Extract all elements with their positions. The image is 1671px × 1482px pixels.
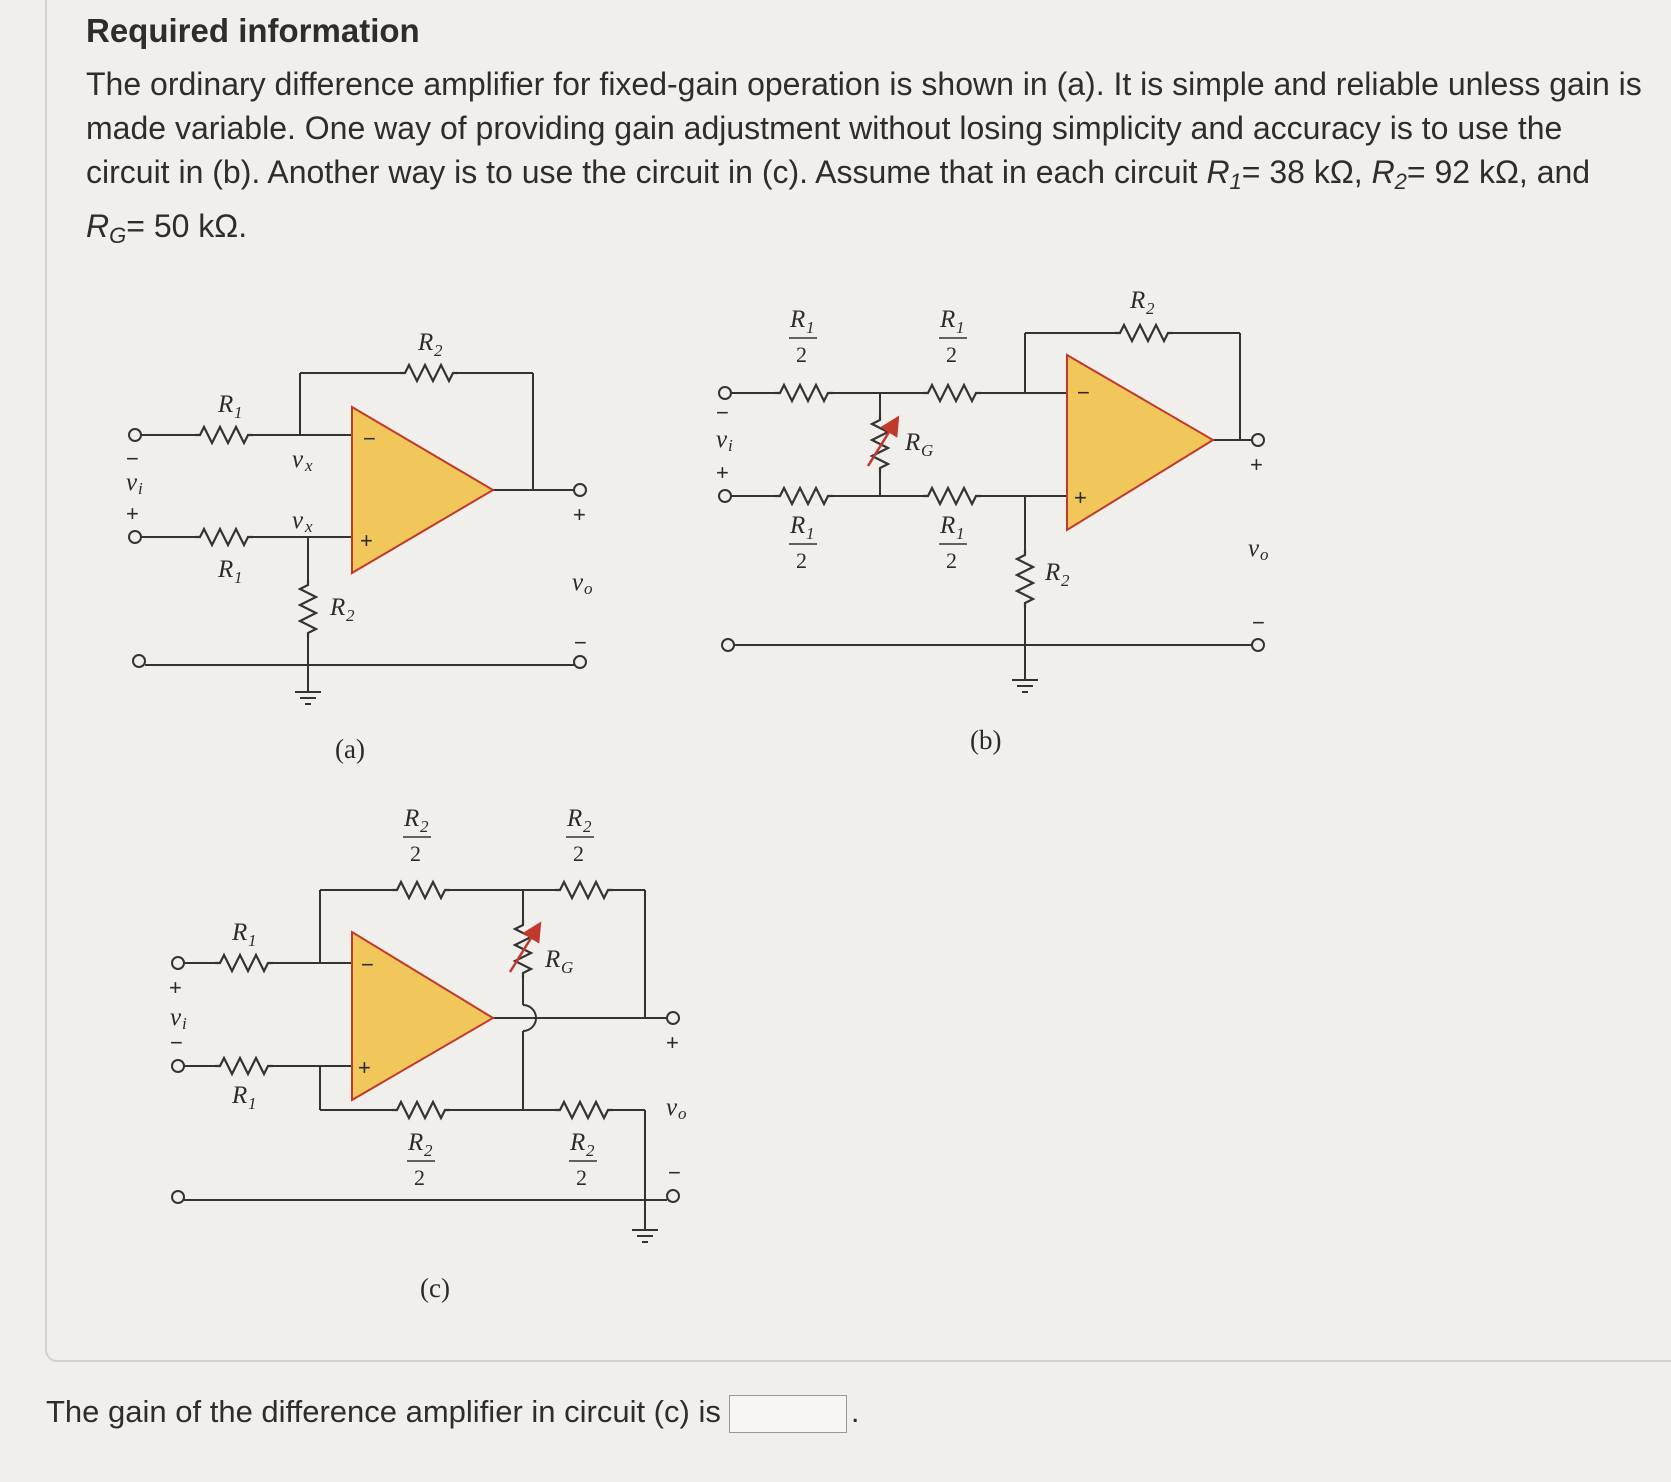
label-sub: 2: [1146, 299, 1155, 318]
r2-subscript: 2: [1394, 169, 1407, 194]
label-sub: i: [138, 479, 143, 498]
vi-minus-sign: −: [170, 1030, 183, 1055]
question-prompt: [46, 1394, 859, 1433]
label-sub: x: [305, 456, 313, 475]
label-r1: R: [218, 391, 234, 418]
label-r1: R: [232, 1082, 248, 1109]
opamp-a-noninverting-sign: +: [360, 528, 373, 553]
label-sub: 1: [956, 318, 965, 337]
vo-minus-sign: −: [668, 1160, 681, 1185]
label-sub: i: [728, 436, 733, 455]
label-r2: R: [1045, 559, 1061, 586]
label-r1-half: R: [940, 512, 956, 539]
opamp-a-inverting-sign: −: [363, 426, 376, 451]
label-sub: 1: [234, 403, 243, 422]
label-r2-half: R: [408, 1129, 424, 1156]
circuit-c: [169, 805, 687, 1303]
label-vx: v: [292, 446, 304, 473]
label-sub: 2: [424, 1141, 433, 1160]
rg-subscript: G: [109, 223, 127, 248]
label-vo: v: [666, 1094, 678, 1121]
question-end: .: [850, 1394, 860, 1429]
label-sub: 1: [234, 568, 243, 587]
label-r2: R: [330, 594, 346, 621]
label-den: 2: [946, 342, 957, 367]
label-vx: v: [292, 507, 304, 534]
label-r1: R: [232, 919, 248, 946]
label-sub: 2: [434, 341, 443, 360]
label-vo: v: [572, 569, 584, 596]
label-sub: o: [678, 1104, 687, 1123]
caption-a: (a): [335, 734, 365, 764]
page-title: Required information: [86, 12, 420, 49]
label-r2-half: R: [404, 805, 420, 832]
caption-b: (b): [970, 725, 1002, 755]
vi-plus-sign: +: [126, 501, 139, 526]
vo-plus-sign: +: [666, 1030, 679, 1055]
vo-minus-sign: −: [574, 630, 587, 655]
problem-intro: The ordinary difference amplifier for fixed-gain operation is shown in (a). It is simple and reliable unless gain is made variable. One way of providing gain adjustment without losing simplicity and accuracy is to use the circuit in (b). Another way is to use the circuit in (c). Assume that in each circuit: [86, 66, 1642, 190]
label-rg: R: [905, 429, 921, 456]
label-sub: 2: [1061, 571, 1070, 590]
caption-c: (c): [420, 1273, 450, 1303]
vo-plus-sign: +: [1250, 452, 1263, 477]
label-rg: R: [545, 946, 561, 973]
label-r2-half: R: [567, 805, 583, 832]
label-r1-half: R: [940, 306, 956, 333]
r1-value: = 38 kΩ,: [1241, 154, 1363, 190]
label-sub: o: [584, 579, 593, 598]
label-vi: v: [716, 426, 728, 453]
r1-symbol: R: [1206, 154, 1230, 190]
label-den: 2: [410, 841, 421, 866]
label-sub: x: [305, 517, 313, 536]
label-den: 2: [946, 548, 957, 573]
vo-plus-sign: +: [573, 502, 586, 527]
label-sub: 1: [248, 931, 257, 950]
label-vo: v: [1248, 535, 1260, 562]
label-sub: 1: [806, 318, 815, 337]
label-den: 2: [796, 548, 807, 573]
vi-plus-sign: +: [169, 975, 182, 1000]
circuit-b: [716, 287, 1269, 755]
vi-plus-sign: +: [716, 460, 729, 485]
label-sub: G: [921, 441, 934, 460]
label-sub: 1: [248, 1094, 257, 1113]
rg-symbol: R: [86, 208, 110, 244]
label-sub: 2: [586, 1141, 595, 1160]
label-r1-half: R: [790, 306, 806, 333]
circuit-a: [126, 329, 593, 764]
opamp-b-noninverting-sign: +: [1074, 485, 1087, 510]
rg-value: = 50 kΩ.: [126, 208, 248, 244]
label-r2-half: R: [570, 1129, 586, 1156]
vi-minus-sign: −: [126, 446, 139, 471]
label-sub: 1: [956, 524, 965, 543]
opamp-c-inverting-sign: −: [361, 952, 374, 977]
label-sub: 2: [346, 606, 355, 625]
r2-symbol: R: [1371, 154, 1395, 190]
r1-subscript: 1: [1229, 169, 1242, 194]
label-sub: o: [1260, 545, 1269, 564]
opamp-b-inverting-sign: −: [1077, 380, 1090, 405]
question-text: The gain of the difference amplifier in circuit (c) is: [46, 1394, 721, 1429]
vi-minus-sign: −: [716, 400, 729, 425]
label-den: 2: [576, 1165, 587, 1190]
r2-value: = 92 kΩ, and: [1406, 154, 1591, 190]
answer-input[interactable]: [729, 1395, 847, 1433]
label-sub: 2: [583, 817, 592, 836]
label-den: 2: [573, 841, 584, 866]
label-r2: R: [1130, 287, 1146, 314]
label-vi: v: [170, 1004, 182, 1031]
label-sub: 2: [420, 817, 429, 836]
vo-minus-sign: −: [1252, 610, 1265, 635]
label-r2: R: [418, 329, 434, 356]
label-r1-half: R: [790, 512, 806, 539]
label-den: 2: [414, 1165, 425, 1190]
label-r1: R: [218, 556, 234, 583]
label-sub: i: [182, 1014, 187, 1033]
label-sub: G: [561, 958, 574, 977]
label-den: 2: [796, 342, 807, 367]
opamp-c-noninverting-sign: +: [358, 1055, 371, 1080]
label-sub: 1: [806, 524, 815, 543]
label-vi: v: [126, 469, 138, 496]
